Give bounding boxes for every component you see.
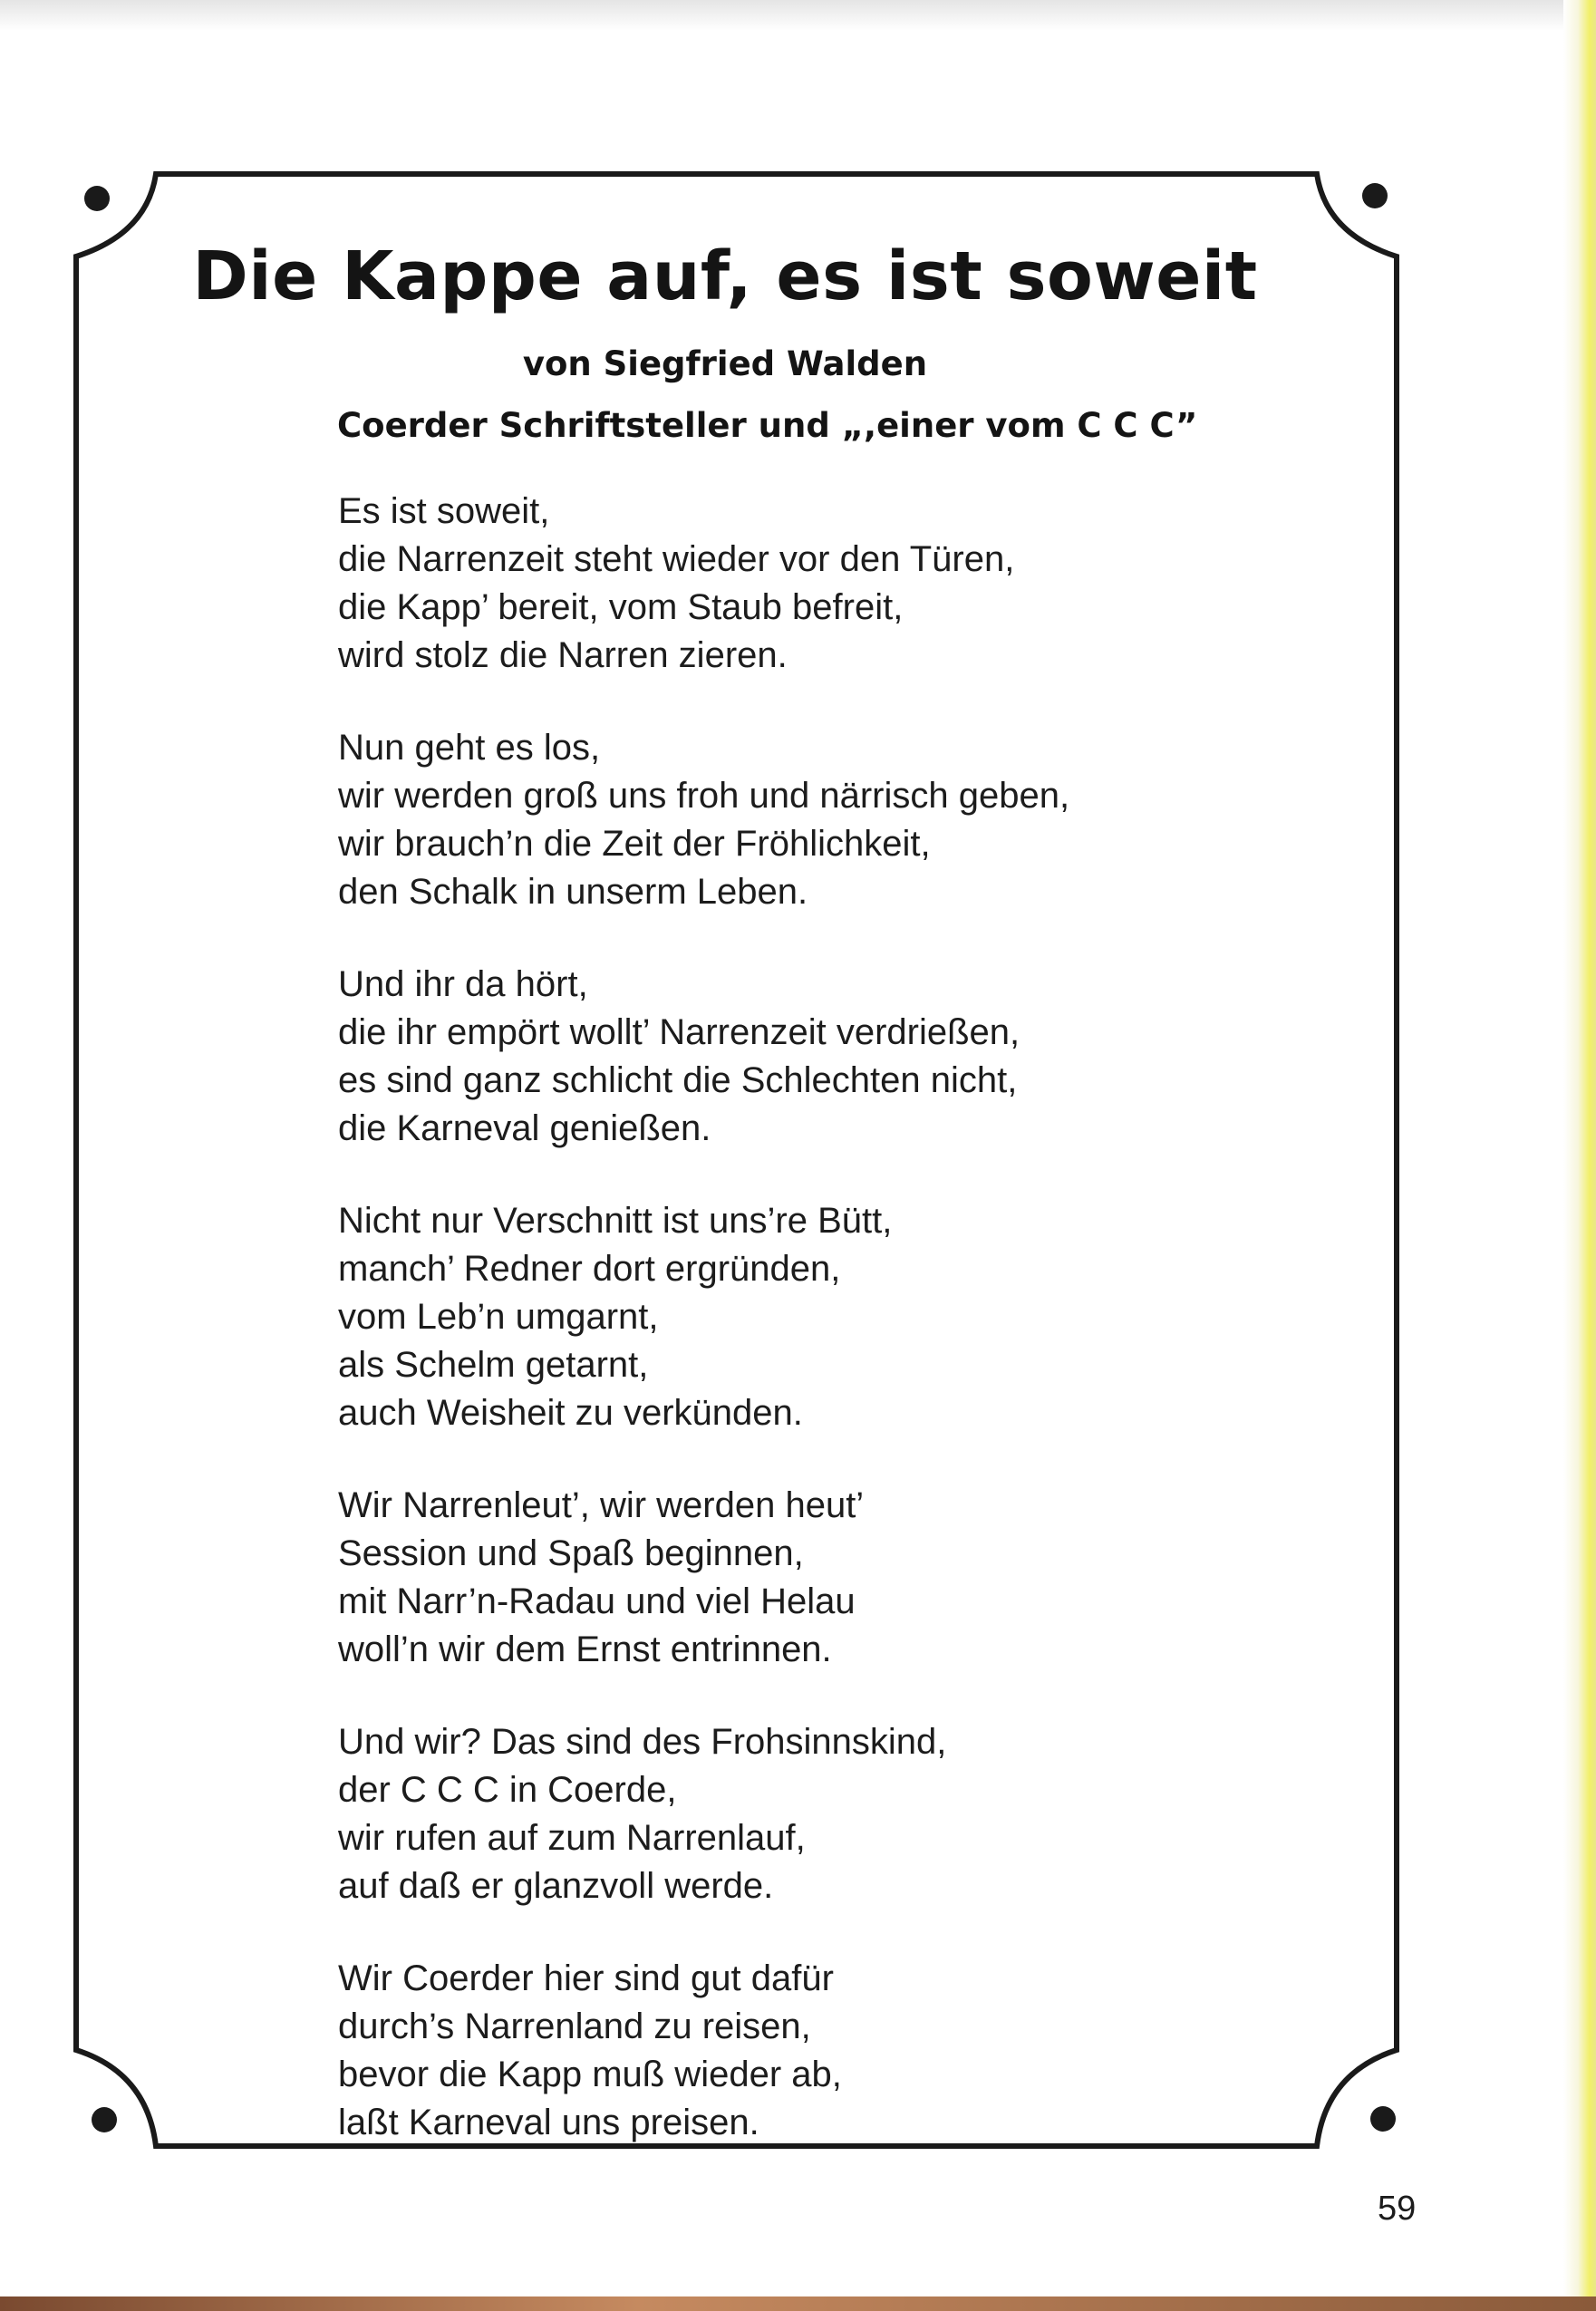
- corner-dot-top-right: [1362, 183, 1388, 208]
- poem-title: Die Kappe auf, es ist soweit: [192, 237, 1258, 315]
- page-number: 59: [1378, 2190, 1417, 2228]
- author-affiliation: Coerder Schriftsteller und „,einer vom C C C”: [337, 406, 1198, 445]
- poem-line: den Schalk in unserm Leben.: [338, 872, 808, 912]
- stanza: [338, 488, 1290, 680]
- poem-author: von Siegfried Walden: [522, 344, 928, 383]
- poem-line: Wir Coerder hier sind gut dafür: [338, 1958, 834, 1998]
- poem-line: auch Weisheit zu verkünden.: [338, 1393, 803, 1433]
- corner-dot-top-left: [84, 186, 110, 211]
- poem-line: auf daß er glanzvoll werde.: [338, 1866, 774, 1906]
- poem-line: manch’ Redner dort ergründen,: [338, 1249, 841, 1289]
- stanza: [338, 1197, 1290, 1437]
- poem-line: wir brauch’n die Zeit der Fröhlichkeit,: [338, 824, 931, 864]
- corner-dot-bottom-right: [1370, 2106, 1396, 2132]
- poem-line: Es ist soweit,: [338, 491, 550, 531]
- poem-line: woll’n wir dem Ernst entrinnen.: [338, 1629, 832, 1669]
- poem-line: mit Narr’n-Radau und viel Helau: [338, 1581, 856, 1621]
- poem-line: vom Leb’n umgarnt,: [338, 1297, 659, 1337]
- poem-line: als Schelm getarnt,: [338, 1345, 649, 1385]
- stanza: [338, 1482, 1290, 1674]
- poem-line: Session und Spaß beginnen,: [338, 1533, 804, 1573]
- poem-line: Wir Narrenleut’, wir werden heut’: [338, 1485, 865, 1525]
- poem-line: die Kapp’ bereit, vom Staub befreit,: [338, 587, 904, 627]
- stanza: [338, 724, 1290, 916]
- poem-line: wird stolz die Narren zieren.: [338, 635, 788, 675]
- poem-line: Nicht nur Verschnitt ist uns’re Bütt,: [338, 1201, 893, 1241]
- poem-line: die Narrenzeit steht wieder vor den Türen,: [338, 539, 1015, 579]
- poem-line: die ihr empört wollt’ Narrenzeit verdrießen,: [338, 1012, 1020, 1052]
- stanza: [338, 1955, 1290, 2147]
- poem-line: wir rufen auf zum Narrenlauf,: [338, 1818, 806, 1858]
- corner-dot-bottom-left: [92, 2107, 117, 2132]
- poem-body: [338, 488, 1290, 2191]
- poem-line: bevor die Kapp muß wieder ab,: [338, 2055, 842, 2094]
- poem-line: Nun geht es los,: [338, 728, 601, 768]
- poem-line: Und ihr da hört,: [338, 964, 588, 1004]
- poem-line: der C C C in Coerde,: [338, 1770, 677, 1810]
- poem-line: durch’s Narrenland zu reisen,: [338, 2006, 811, 2046]
- poem-line: die Karneval genießen.: [338, 1108, 711, 1148]
- poem-line: laßt Karneval uns preisen.: [338, 2103, 759, 2142]
- poem-line: es sind ganz schlicht die Schlechten nicht,: [338, 1060, 1018, 1100]
- poem-line: Und wir? Das sind des Frohsinnskind,: [338, 1722, 947, 1762]
- stanza: [338, 961, 1290, 1153]
- stanza: [338, 1718, 1290, 1910]
- poem-line: wir werden groß uns froh und närrisch geben,: [338, 776, 1070, 816]
